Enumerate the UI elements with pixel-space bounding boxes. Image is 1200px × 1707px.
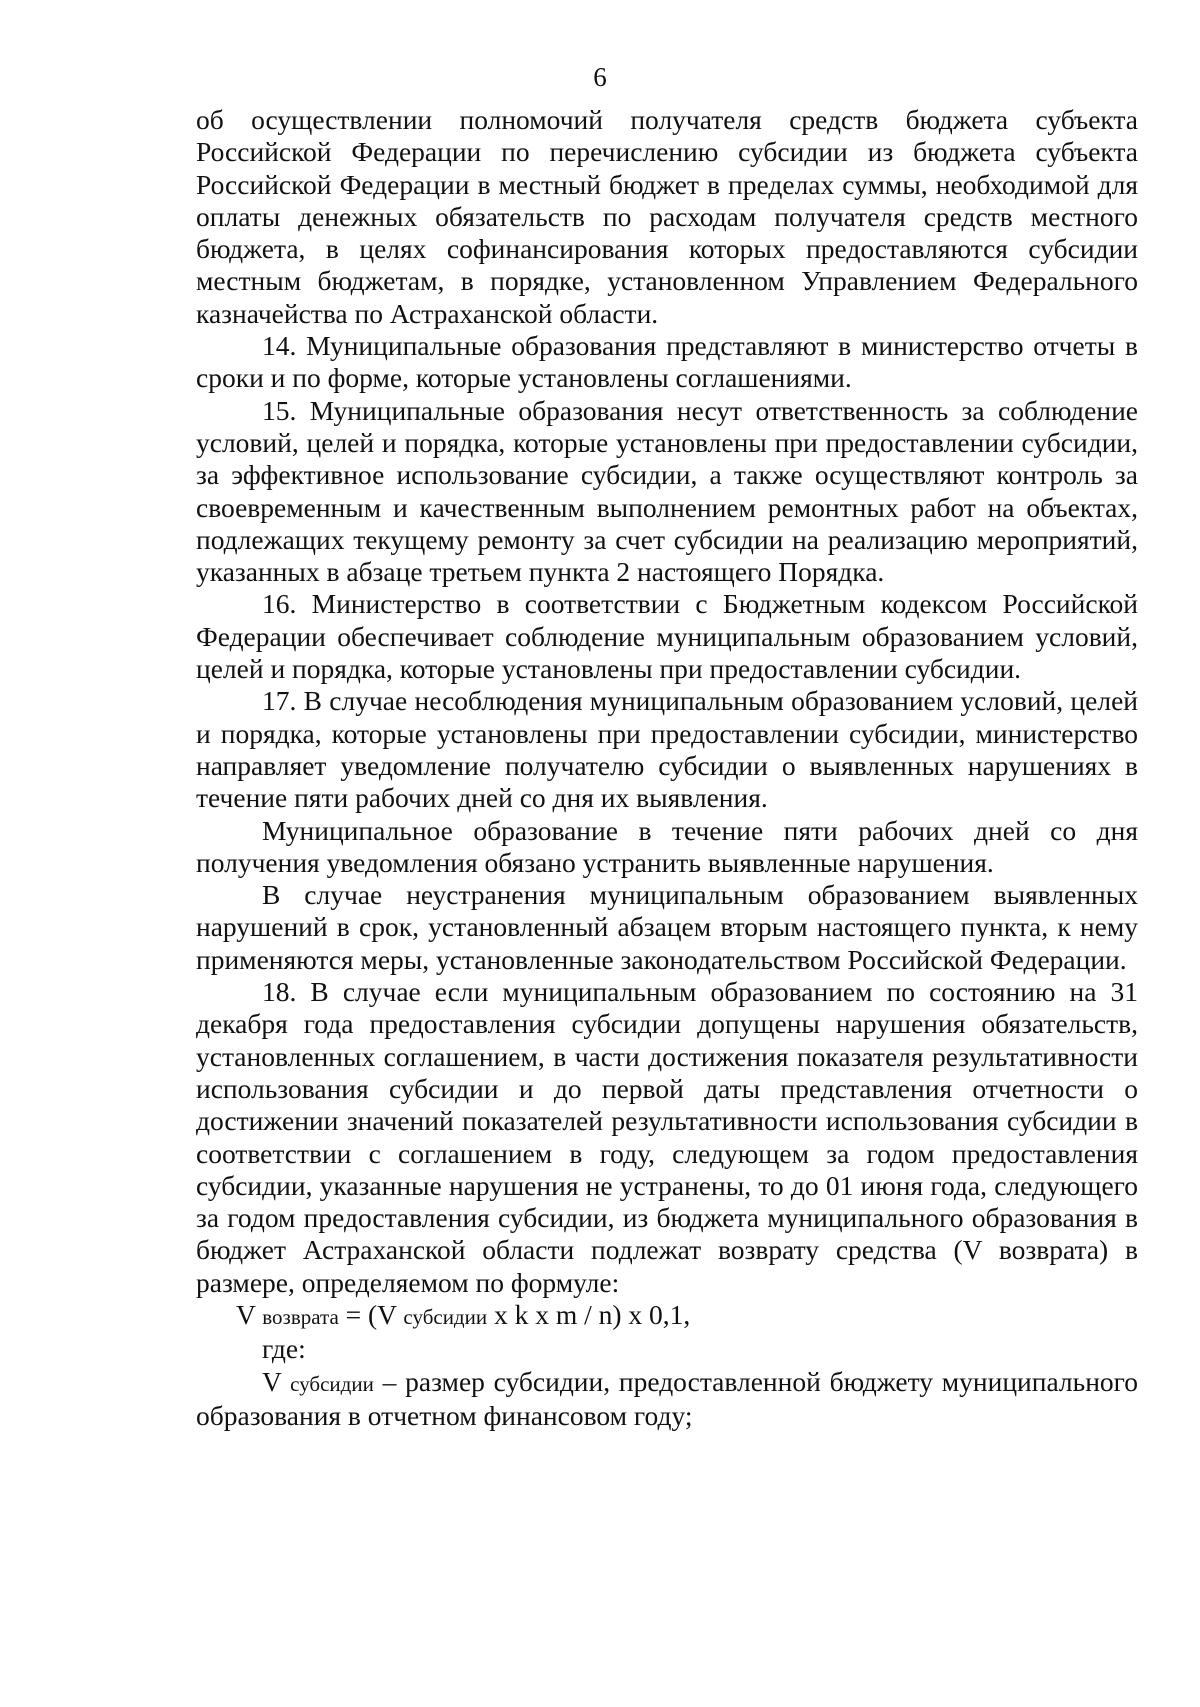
formula-lhs-subscript: возврата [262, 1304, 339, 1329]
formula-lhs-var: V [236, 1298, 256, 1330]
definition-var: V [262, 1365, 282, 1397]
paragraph-14: 14. Муниципальные образования представляют в министерство отчеты в сроки и по форме, которые установлены соглашениями. [196, 330, 1138, 394]
definition-text: – размер субсидии, предоставленной бюджету муниципального образования в отчетном финансовом году; [196, 1365, 1139, 1431]
paragraph-18: 18. В случае если муниципальным образованием по состоянию на 31 декабря года предоставления субсидии допущены нарушения обязательств, установленных соглашением, в части достижения показателя результативности использования субсидии и до первой даты представления отчетности о достижении значений показателей результативности использования субсидии в соответствии с соглашением в году, следующем за годом предоставления субсидии, указанные нарушения не устранены, то до 01 июня года, следующего за годом предоставления субсидии, из бюджета муниципального образования в бюджет Астраханской области подлежат возврату средства (V возврата) в размере, определяемом по формуле: [196, 976, 1138, 1298]
formula-equals: = (V [338, 1298, 404, 1330]
page-number: 6 [593, 62, 607, 92]
paragraph-17-part-2: Муниципальное образование в течение пяти рабочих дней со дня получения уведомления обязано устранить выявленные нарушения. [196, 814, 1138, 878]
formula-rest: x k x m / n) x 0,1, [487, 1298, 691, 1330]
paragraph-15: 15. Муниципальные образования несут ответственность за соблюдение условий, целей и порядка, которые установлены при предоставлении субсидии, за эффективное использование субсидии, а также осуществляют контроль за своевременным и качественным выполнением ремонтных работ на объектах, подлежащих текущему ремонту за счет субсидии на реализацию мероприятий, указанных в абзаце третьем пункта 2 настоящего Порядка. [196, 394, 1138, 588]
document-body [196, 104, 1138, 1432]
definition-subscript: субсидии [290, 1371, 374, 1396]
definition-v-subsidy [196, 1366, 1138, 1433]
where-label: где: [262, 1333, 306, 1365]
formula-subsidy-subscript: субсидии [403, 1304, 488, 1329]
paragraph-continuation: об осуществлении полномочий получателя средств бюджета субъекта Российской Федерации по перечислению субсидии из бюджета субъекта Российской Федерации в местный бюджет в пределах суммы, необходимой для оплаты денежных обязательств по расходам получателя средств местного бюджета, в целях софинансирования которых предоставляются субсидии местным бюджетам, в порядке, установленном Управлением Федерального казначейства по Астраханской области. [196, 104, 1138, 329]
paragraph-17-part-3: В случае неустранения муниципальным образованием выявленных нарушений в срок, установленный абзацем вторым настоящего пункта, к нему применяются меры, установленные законодательством Российской Федерации. [196, 879, 1138, 975]
paragraph-17: 17. В случае несоблюдения муниципальным образованием условий, целей и порядка, которые установлены при предоставлении субсидии, министерство направляет уведомление получателю субсидии о выявленных нарушениях в течение пяти рабочих дней со дня их выявления. [196, 685, 1138, 814]
return-formula [196, 1299, 1138, 1333]
paragraph-16: 16. Министерство в соответствии с Бюджетным кодексом Российской Федерации обеспечивает соблюдение муниципальным образованием условий, целей и порядка, которые установлены при предоставлении субсидии. [196, 588, 1138, 685]
